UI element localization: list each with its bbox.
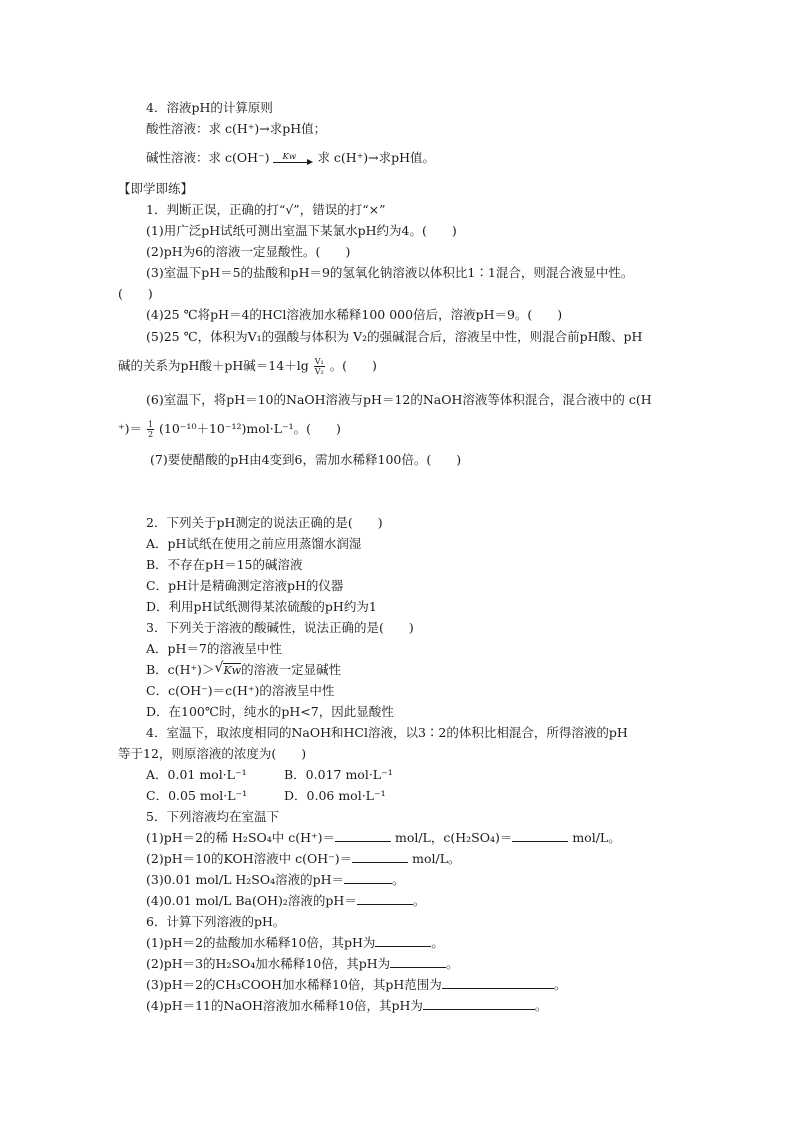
q3-option-d: D．在100℃时，纯水的pH<7，因此显酸性 — [146, 704, 394, 719]
base-rule-start: 碱性溶液：求 c(OH⁻) — [146, 150, 270, 165]
q3-option-b-start: B．c(H⁺)＞ — [146, 662, 215, 677]
half-fraction: $\frac{1}{2}$ — [147, 420, 154, 439]
q3-option-b-end: 的溶液一定显碱性 — [241, 662, 342, 677]
q1-item-6-start: ⁺)＝ — [118, 421, 142, 436]
answer-blank[interactable] — [352, 850, 408, 863]
q3-stem: 3．下列关于溶液的酸碱性，说法正确的是( ) — [146, 620, 414, 635]
q1-item-5-paren: 。( ) — [329, 358, 377, 373]
q6-item-1-end: 。 — [431, 935, 444, 950]
q1-item-7: (7)要使醋酸的pH由4变到6，需加水稀释100倍。( ) — [150, 452, 462, 467]
q4-stem: 4．室温下，取浓度相同的NaOH和HCl溶液，以3∶2的体积比相混合，所得溶液的pH — [146, 725, 628, 740]
q5-item-3-text: (3)0.01 mol/L H₂SO₄溶液的pH＝ — [146, 872, 345, 887]
q3-option-a: A．pH＝7的溶液呈中性 — [146, 641, 282, 656]
q4-stem-cont: 等于12，则原溶液的浓度为( ) — [118, 746, 307, 761]
practice-heading: 【即学即练】 — [118, 181, 194, 196]
q1-item-3: (3)室温下pH＝5的盐酸和pH＝9的氢氧化钠溶液以体积比1∶1混合，则混合液显中性。 — [146, 265, 634, 280]
q1-stem: 1．判断正误，正确的打“√”，错误的打“×” — [146, 202, 386, 217]
q1-item-6-end: (10⁻¹⁰＋10⁻¹²)mol·L⁻¹。( ) — [159, 421, 341, 436]
q6-item-4-text: (4)pH＝11的NaOH溶液加水稀释10倍，其pH为 — [146, 998, 423, 1013]
q6-item-1 — [146, 934, 444, 952]
q4-option-a: A．0.01 mol·L⁻¹ — [146, 767, 247, 782]
q6-stem: 6．计算下列溶液的pH。 — [146, 914, 286, 929]
acid-rule: 酸性溶液：求 c(H⁺)→求pH值； — [146, 121, 327, 136]
q6-item-2-text: (2)pH＝3的H₂SO₄加水稀释10倍，其pH为 — [146, 956, 391, 971]
q6-item-3-text: (3)pH＝2的CH₃COOH加水稀释10倍，其pH范围为 — [146, 977, 442, 992]
q5-item-2-text: (2)pH＝10的KOH溶液中 c(OH⁻)＝ — [146, 851, 353, 866]
answer-blank[interactable] — [442, 976, 554, 989]
q5-item-3 — [146, 871, 405, 889]
q2-option-c: C．pH计是精确测定溶液pH的仪器 — [146, 578, 344, 593]
q6-item-3 — [146, 976, 566, 994]
q1-item-6-cont — [118, 420, 341, 439]
sqrt-kw: √ Kw — [214, 660, 242, 677]
q6-item-4 — [146, 997, 547, 1015]
q1-item-5-cont — [118, 357, 377, 376]
volume-ratio-fraction: $\frac{\text{V₁}}{\text{V₂}}$ — [314, 357, 324, 376]
q4-option-c: C．0.05 mol·L⁻¹ — [146, 788, 248, 803]
q2-option-d: D．利用pH试纸测得某浓硫酸的pH约为1 — [146, 599, 377, 614]
q1-item-3-paren: ( ) — [118, 286, 153, 301]
kw-arrow-icon — [273, 152, 313, 166]
q3-option-c: C．c(OH⁻)＝c(H⁺)的溶液呈中性 — [146, 683, 335, 698]
q5-item-4-end: 。 — [412, 893, 426, 908]
answer-blank[interactable] — [335, 829, 391, 842]
q5-item-1-mid: mol/L，c(H₂SO₄)＝ — [391, 830, 513, 845]
answer-blank[interactable] — [390, 955, 446, 968]
q1-item-1: (1)用广泛pH试纸可测出室温下某氯水pH约为4。( ) — [146, 223, 457, 238]
q6-item-2-end: 。 — [446, 956, 459, 971]
q5-item-1-unit: mol/L。 — [568, 830, 621, 845]
q6-item-1-text: (1)pH＝2的盐酸加水稀释10倍，其pH为 — [146, 935, 376, 950]
q5-stem: 5．下列溶液均在室温下 — [146, 809, 279, 824]
base-rule-end: 求 c(H⁺)→求pH值。 — [317, 150, 436, 165]
q4-option-b: B．0.017 mol·L⁻¹ — [284, 767, 393, 782]
q5-item-2 — [146, 850, 461, 868]
q5-item-2-unit: mol/L。 — [408, 851, 461, 866]
q4-option-d: D．0.06 mol·L⁻¹ — [284, 788, 386, 803]
q5-item-1-text: (1)pH＝2的稀 H₂SO₄中 c(H⁺)＝ — [146, 830, 335, 845]
q5-item-3-end: 。 — [392, 872, 405, 887]
q1-item-5: (5)25 ℃，体积为V₁的强酸与体积为 V₂的强碱混合后，溶液呈中性，则混合前pH酸、pH — [146, 329, 643, 344]
q1-item-6: (6)室温下，将pH＝10的NaOH溶液与pH＝12的NaOH溶液等体积混合，混合液中的 c(H — [146, 392, 652, 407]
q1-item-4: (4)25 ℃将pH＝4的HCl溶液加水稀释100 000倍后，溶液pH＝9。( ) — [146, 307, 563, 322]
q2-stem: 2．下列关于pH测定的说法正确的是( ) — [146, 515, 383, 530]
q5-item-4 — [146, 892, 425, 910]
q6-item-2 — [146, 955, 459, 973]
answer-blank[interactable] — [357, 892, 413, 905]
base-rule — [146, 149, 435, 167]
q5-item-1 — [146, 829, 621, 847]
q3-option-b — [146, 661, 341, 680]
q2-option-b: B．不存在pH＝15的碱溶液 — [146, 557, 303, 572]
answer-blank[interactable] — [375, 934, 431, 947]
answer-blank[interactable] — [423, 997, 535, 1010]
answer-blank[interactable] — [512, 829, 568, 842]
kw-arrow-label: Kw — [282, 151, 297, 162]
q5-item-4-text: (4)0.01 mol/L Ba(OH)₂溶液的pH＝ — [146, 893, 357, 908]
q6-item-4-end: 。 — [534, 998, 548, 1013]
q2-option-a: A．pH试纸在使用之前应用蒸馏水润湿 — [146, 536, 362, 551]
q1-item-2: (2)pH为6的溶液一定显酸性。( ) — [146, 244, 351, 259]
q6-item-3-end: 。 — [553, 977, 567, 992]
answer-blank[interactable] — [344, 871, 392, 884]
q1-item-5-relation: 碱的关系为pH酸＋pH碱＝14＋lg — [118, 358, 309, 373]
section-4-title: 4．溶液pH的计算原则 — [146, 100, 273, 115]
